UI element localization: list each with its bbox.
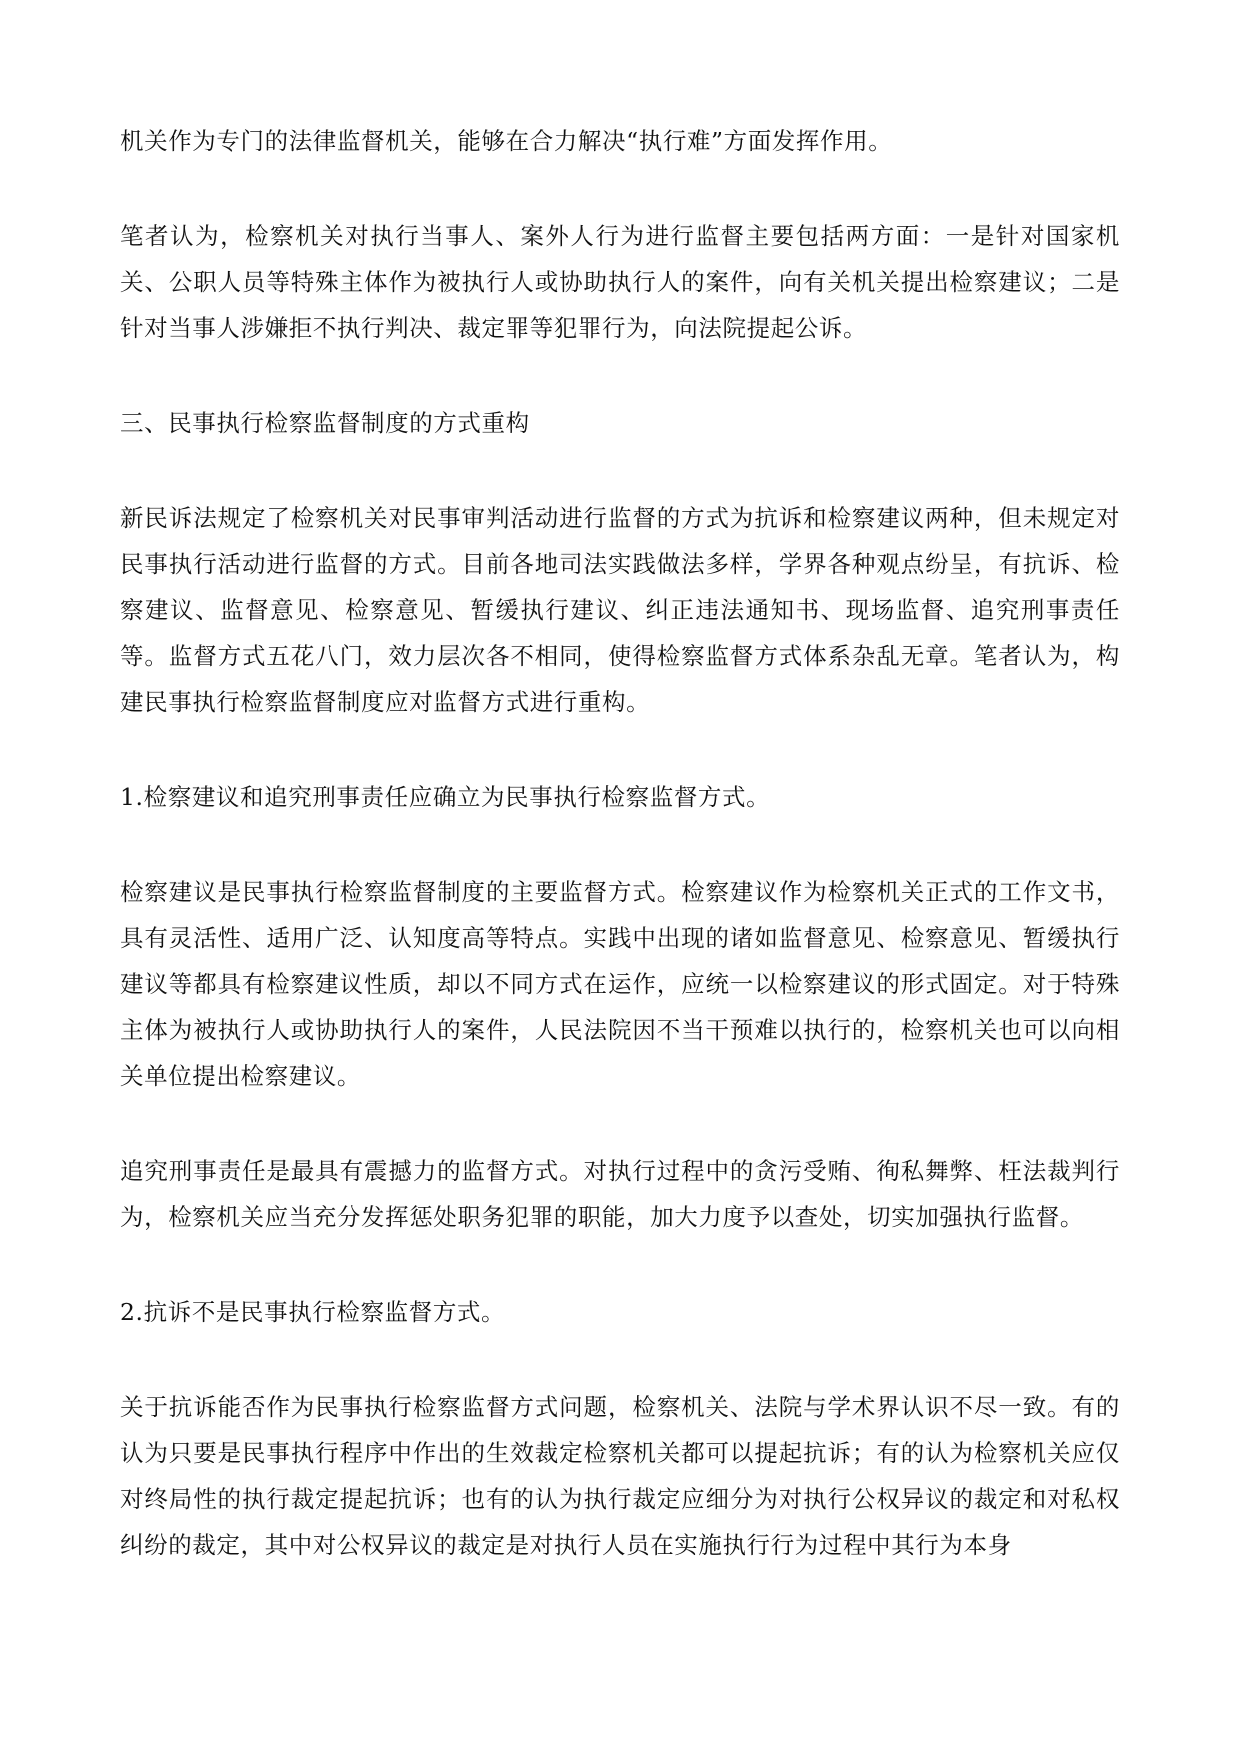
paragraph-3: 新民诉法规定了检察机关对民事审判活动进行监督的方式为抗诉和检察建议两种，但未规定对民事执行活动进行监督的方式。目前各地司法实践做法多样，学界各种观点纷呈，有抗诉、检察建议、监督意见、检察意见、暂缓执行建议、纠正违法通知书、现场监督、追究刑事责任等。监督方式五花八门，效力层次各不相同，使得检察监督方式体系杂乱无章。笔者认为，构建民事执行检察监督制度应对监督方式进行重构。 (120, 504, 1120, 716)
document-body (120, 118, 1120, 1568)
subsection-heading-2: 2.抗诉不是民事执行检察监督方式。 (120, 1298, 506, 1326)
paragraph-6: 关于抗诉能否作为民事执行检察监督方式问题，检察机关、法院与学术界认识不尽一致。有的认为只要是民事执行程序中作出的生效裁定检察机关都可以提起抗诉；有的认为检察机关应仅对终局性的执行裁定提起抗诉；也有的认为执行裁定应细分为对执行公权异议的裁定和对私权纠纷的裁定，其中对公权异议的裁定是对执行人员在实施执行行为过程中其行为本身 (120, 1393, 1120, 1559)
paragraph-4: 检察建议是民事执行检察监督制度的主要监督方式。检察建议作为检察机关正式的工作文书，具有灵活性、适用广泛、认知度高等特点。实践中出现的诸如监督意见、检察意见、暂缓执行建议等都具有检察建议性质，却以不同方式在运作，应统一以检察建议的形式固定。对于特殊主体为被执行人或协助执行人的案件，人民法院因不当干预难以执行的，检察机关也可以向相关单位提出检察建议。 (120, 878, 1120, 1090)
paragraph-5: 追究刑事责任是最具有震撼力的监督方式。对执行过程中的贪污受贿、徇私舞弊、枉法裁判行为，检察机关应当充分发挥惩处职务犯罪的职能，加大力度予以查处，切实加强执行监督。 (120, 1157, 1120, 1231)
paragraph-1: 机关作为专门的法律监督机关，能够在合力解决“执行难”方面发挥作用。 (120, 127, 893, 155)
section-heading-3: 三、民事执行检察监督制度的方式重构 (120, 409, 530, 437)
subsection-heading-1: 1.检察建议和追究刑事责任应确立为民事执行检察监督方式。 (120, 783, 771, 811)
paragraph-2: 笔者认为，检察机关对执行当事人、案外人行为进行监督主要包括两方面：一是针对国家机关、公职人员等特殊主体作为被执行人或协助执行人的案件，向有关机关提出检察建议；二是针对当事人涉嫌拒不执行判决、裁定罪等犯罪行为，向法院提起公诉。 (120, 222, 1120, 342)
